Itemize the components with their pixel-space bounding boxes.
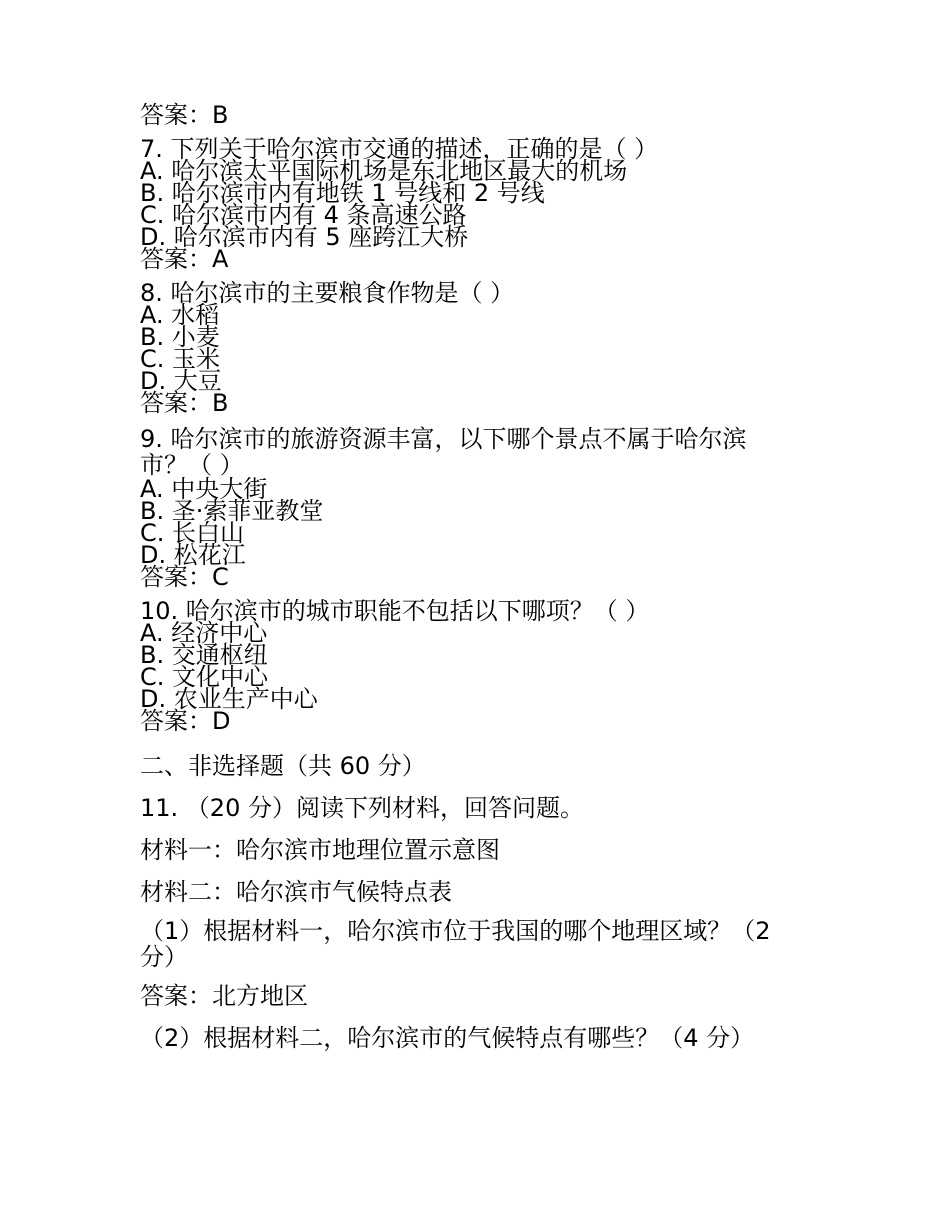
material-2: 材料二：哈尔滨市气候特点表 [140, 878, 452, 906]
option-d: D. 农业生产中心 [140, 685, 318, 713]
option-c: C. 长白山 [140, 519, 245, 547]
subquestion-2: （2）根据材料二，哈尔滨市的气候特点有哪些？（4 分） [140, 1024, 755, 1052]
question-stem: 9. 哈尔滨市的旅游资源丰富，以下哪个景点不属于哈尔滨市？（ ） [140, 425, 747, 479]
subquestion-1-answer: 答案：北方地区 [140, 982, 308, 1010]
question-stem: 8. 哈尔滨市的主要粮食作物是（ ） [140, 279, 515, 307]
option-b: B. 交通枢纽 [140, 641, 268, 669]
option-d: D. 大豆 [140, 367, 222, 395]
option-b: B. 小麦 [140, 323, 220, 351]
question-9 [140, 425, 820, 591]
option-d: D. 哈尔滨市内有 5 座跨江大桥 [140, 223, 469, 251]
document-content [140, 101, 820, 1054]
answer: 答案：B [140, 389, 229, 417]
option-b: B. 哈尔滨市内有地铁 1 号线和 2 号线 [140, 179, 545, 207]
answer: 答案：A [140, 245, 229, 273]
answer-q6: 答案：B [140, 101, 229, 129]
subquestion-1: （1）根据材料一，哈尔滨市位于我国的哪个地理区域？（2 分） [140, 917, 771, 971]
option-d: D. 松花江 [140, 541, 246, 569]
option-a: A. 经济中心 [140, 619, 268, 647]
option-c: C. 哈尔滨市内有 4 条高速公路 [140, 201, 467, 229]
question-8 [140, 279, 820, 417]
question-7 [140, 135, 820, 273]
option-c: C. 文化中心 [140, 663, 269, 691]
answer: 答案：C [140, 563, 229, 591]
section-title: 二、非选择题（共 60 分） [140, 752, 426, 780]
material-1: 材料一：哈尔滨市地理位置示意图 [140, 836, 500, 864]
option-a: A. 水稻 [140, 301, 220, 329]
question-10 [140, 597, 820, 735]
question-stem: 7. 下列关于哈尔滨市交通的描述，正确的是（ ） [140, 135, 659, 163]
option-a: A. 中央大街 [140, 475, 268, 503]
question-11-stem: 11. （20 分）阅读下列材料，回答问题。 [140, 794, 584, 822]
option-c: C. 玉米 [140, 345, 221, 373]
answer: 答案：D [140, 707, 231, 735]
option-a: A. 哈尔滨太平国际机场是东北地区最大的机场 [140, 157, 628, 185]
question-stem: 10. 哈尔滨市的城市职能不包括以下哪项？（ ） [140, 597, 650, 625]
option-b: B. 圣·索菲亚教堂 [140, 497, 324, 525]
